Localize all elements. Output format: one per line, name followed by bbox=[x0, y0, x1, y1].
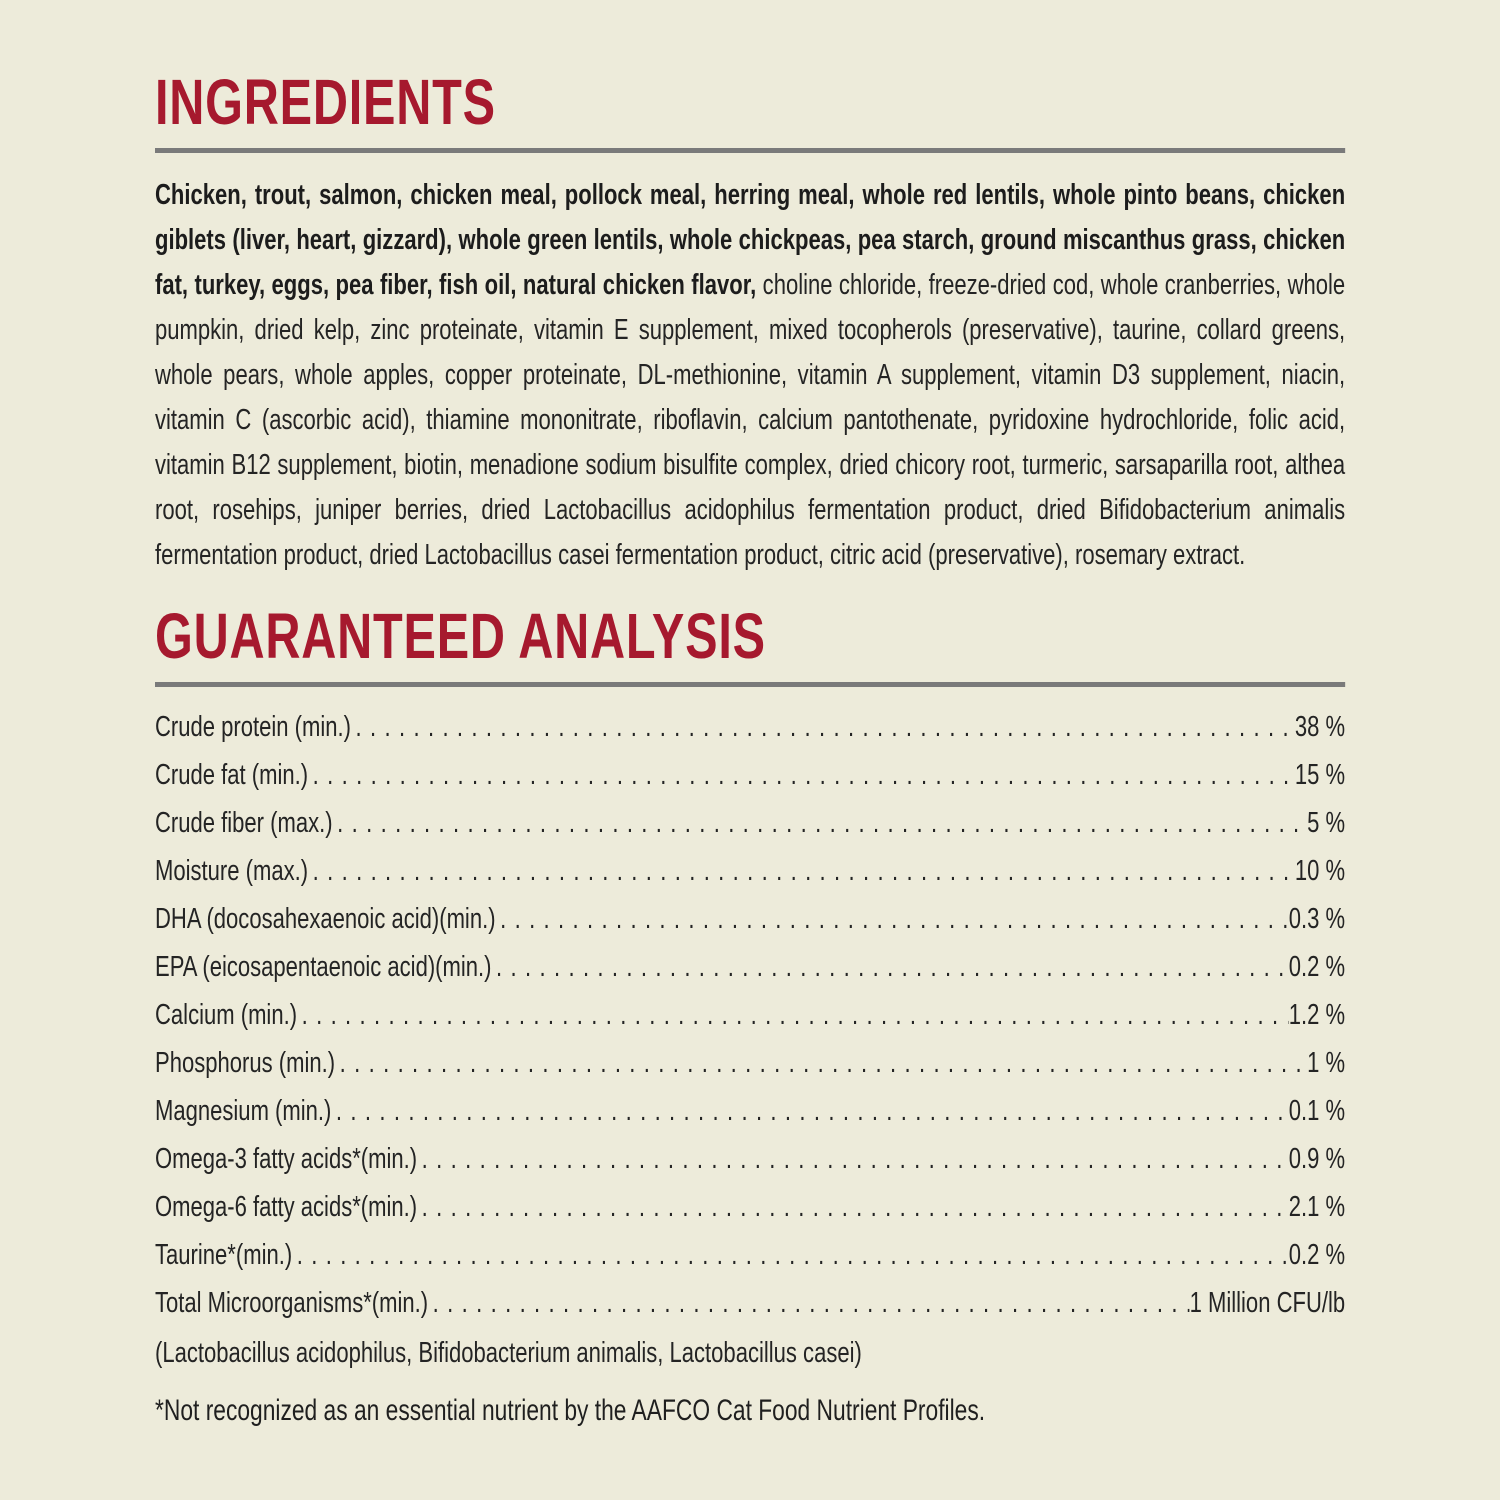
analysis-row-label: Omega-6 fatty acids*(min.) bbox=[155, 1191, 418, 1223]
analysis-row bbox=[155, 751, 1345, 799]
analysis-row-value: 1 Million CFU/lb bbox=[1189, 1287, 1346, 1319]
analysis-row-value: 1 % bbox=[1307, 1047, 1346, 1079]
analysis-row-value: 1.2 % bbox=[1288, 999, 1346, 1031]
analysis-row-label: EPA (eicosapentaenoic acid)(min.) bbox=[155, 951, 492, 983]
analysis-row bbox=[155, 1039, 1345, 1087]
analysis-row-value: 0.2 % bbox=[1288, 951, 1346, 983]
analysis-row-value: 10 % bbox=[1294, 855, 1346, 887]
guaranteed-analysis-title: GUARANTEED ANALYSIS bbox=[155, 600, 766, 672]
analysis-row-label: Crude protein (min.) bbox=[155, 711, 351, 743]
ingredients-section bbox=[155, 66, 1346, 578]
analysis-row-value: 0.9 % bbox=[1288, 1143, 1346, 1175]
dot-leader bbox=[297, 991, 1289, 1039]
analysis-row-value: 5 % bbox=[1307, 807, 1346, 839]
analysis-row-label: Magnesium (min.) bbox=[155, 1095, 332, 1127]
analysis-row-label: Phosphorus (min.) bbox=[155, 1047, 336, 1079]
analysis-row bbox=[155, 1183, 1345, 1231]
analysis-row-value: 15 % bbox=[1294, 759, 1346, 791]
analysis-row-value: 0.1 % bbox=[1288, 1095, 1346, 1127]
dot-leader bbox=[417, 1135, 1289, 1183]
dot-leader bbox=[428, 1279, 1189, 1327]
analysis-row-value: 2.1 % bbox=[1288, 1191, 1346, 1223]
analysis-row-label: Moisture (max.) bbox=[155, 855, 309, 887]
analysis-row bbox=[155, 991, 1345, 1039]
analysis-row bbox=[155, 1135, 1345, 1183]
analysis-row-label: Omega-3 fatty acids*(min.) bbox=[155, 1143, 418, 1175]
ingredients-title: INGREDIENTS bbox=[155, 66, 496, 138]
analysis-row-label: Calcium (min.) bbox=[155, 999, 298, 1031]
analysis-row bbox=[155, 943, 1345, 991]
dot-leader bbox=[333, 799, 1308, 847]
guaranteed-analysis-table bbox=[155, 703, 1345, 1327]
guaranteed-analysis-section bbox=[155, 600, 1346, 1435]
dot-leader bbox=[491, 943, 1288, 991]
dot-leader bbox=[308, 847, 1295, 895]
analysis-row bbox=[155, 847, 1345, 895]
analysis-row-label: Taurine*(min.) bbox=[155, 1239, 293, 1271]
analysis-row-label: Crude fat (min.) bbox=[155, 759, 309, 791]
analysis-row bbox=[155, 1231, 1345, 1279]
analysis-row bbox=[155, 895, 1345, 943]
analysis-row bbox=[155, 799, 1345, 847]
guaranteed-analysis-divider bbox=[155, 682, 1345, 687]
analysis-row bbox=[155, 1087, 1345, 1135]
aafco-footnote: *Not recognized as an essential nutrient by the AAFCO Cat Food Nutrient Profiles. bbox=[155, 1394, 986, 1427]
ingredients-text-regular: choline chloride, freeze-dried cod, whole cranberries, whole pumpkin, dried kelp, zinc proteinate, vitamin E supplement, mixed tocopherols (preservative), taurine, collard greens, whole pears, whole apples, copper proteinate, DL-methionine, vitamin A supplement, vitamin D3 supplement, niacin, vitamin C (ascorbic acid), thiamine mononitrate, riboflavin, calcium pantothenate, pyridoxine hydrochloride, folic acid, vitamin B12 supplement, biotin, menadione sodium bisulfite complex, dried chicory root, turmeric, sarsaparilla root, althea root, rosehips, juniper berries, dried Lactobacillus acidophilus fermentation product, dried Bifidobacterium animalis fermentation product, dried Lactobacillus casei fermentation product, citric acid (preservative), rosemary extract. bbox=[155, 269, 1346, 571]
dot-leader bbox=[417, 1183, 1289, 1231]
analysis-row-label: DHA (docosahexaenoic acid)(min.) bbox=[155, 903, 496, 935]
dot-leader bbox=[292, 1231, 1289, 1279]
analysis-row bbox=[155, 1279, 1345, 1327]
analysis-row-label: Crude fiber (max.) bbox=[155, 807, 333, 839]
dot-leader bbox=[351, 703, 1295, 751]
ingredients-divider bbox=[155, 148, 1345, 153]
dot-leader bbox=[331, 1087, 1288, 1135]
dot-leader bbox=[496, 895, 1289, 943]
ingredients-text-bold: Chicken, trout, salmon, chicken meal, pollock meal, herring meal, whole red lentils, whole pinto beans, chicken giblets (liver, heart, gizzard), whole green lentils, whole chickpeas, pea starch, ground miscanthus grass, chicken fat, turkey, eggs, pea fiber, fish oil, natural chicken flavor, bbox=[155, 179, 1346, 301]
microorganisms-note: (Lactobacillus acidophilus, Bifidobacterium animalis, Lactobacillus casei) bbox=[155, 1337, 862, 1369]
analysis-row bbox=[155, 703, 1345, 751]
label-content bbox=[155, 66, 1346, 1435]
analysis-row-label: Total Microorganisms*(min.) bbox=[155, 1287, 429, 1319]
analysis-row-value: 38 % bbox=[1294, 711, 1346, 743]
ingredients-text bbox=[155, 173, 1345, 578]
dot-leader bbox=[335, 1039, 1307, 1087]
dot-leader bbox=[308, 751, 1295, 799]
analysis-row-value: 0.2 % bbox=[1288, 1239, 1346, 1271]
analysis-row-value: 0.3 % bbox=[1288, 903, 1346, 935]
